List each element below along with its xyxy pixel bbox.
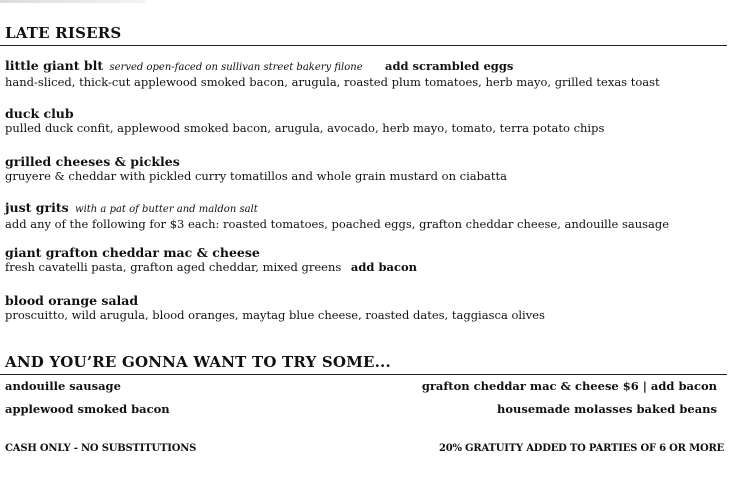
side-item: andouille sausage [5, 379, 121, 393]
item-description: proscuitto, wild arugula, blood oranges, maytag blue cheese, roasted dates, taggiasca olives [5, 308, 545, 322]
side-item: applewood smoked bacon [5, 402, 170, 416]
footer-gratuity: 20% GRATUITY ADDED TO PARTIES OF 6 OR MORE [438, 443, 724, 454]
item-name: just grits [5, 200, 69, 215]
menu-item-mac-and-cheese [5, 245, 725, 275]
item-description: gruyere & cheddar with pickled curry tomatillos and whole grain mustard on ciabatta [5, 169, 507, 183]
menu-item-blood-orange-salad [5, 293, 725, 323]
menu-item-just-grits [5, 200, 725, 232]
item-description: hand-sliced, thick-cut applewood smoked bacon, arugula, roasted plum tomatoes, herb mayo, grilled texas toast [5, 75, 660, 89]
item-name: grilled cheeses & pickles [5, 154, 180, 169]
menu-item-duck-club [5, 106, 725, 136]
item-note: with a pat of butter and maldon salt [75, 204, 258, 215]
item-name: giant grafton cheddar mac & cheese [5, 245, 260, 260]
item-note: served open-faced on sullivan street bakery filone [109, 62, 363, 73]
item-description: fresh cavatelli pasta, grafton aged cheddar, mixed greens [5, 260, 342, 274]
side-item: grafton cheddar mac & cheese $6 | add bacon [421, 379, 717, 393]
section-title-sides: AND YOU’RE GONNA WANT TO TRY SOME... [5, 353, 391, 371]
menu-item-little-giant-blt [5, 58, 725, 90]
top-edge-artifact [0, 0, 145, 3]
footer-cash-only: CASH ONLY - NO SUBSTITUTIONS [5, 443, 197, 454]
item-name: blood orange salad [5, 293, 139, 308]
section-divider [0, 45, 727, 46]
menu-item-grilled-cheeses [5, 154, 725, 184]
side-item: housemade molasses baked beans [496, 402, 717, 416]
item-name: little giant blt [5, 58, 104, 73]
item-description: add any of the following for $3 each: roasted tomatoes, poached eggs, grafton cheddar cheese, andouille sausage [5, 217, 670, 231]
item-description: pulled duck confit, applewood smoked bacon, arugula, avocado, herb mayo, tomato, terra potato chips [5, 121, 605, 135]
section-title-late-risers: LATE RISERS [5, 24, 122, 42]
item-name: duck club [5, 106, 74, 121]
section-divider [0, 374, 727, 375]
item-addon: add bacon [350, 260, 417, 274]
item-addon: add scrambled eggs [385, 59, 514, 73]
